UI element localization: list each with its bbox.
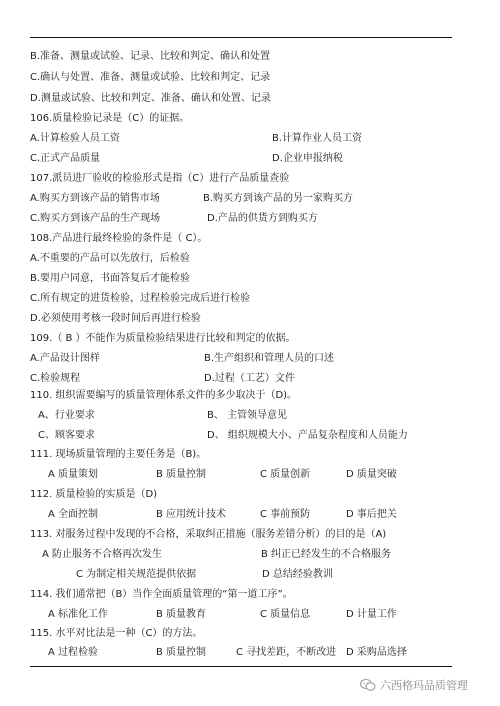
q111-option-b: B 质量控制 <box>156 469 207 480</box>
q105-option-d: D.测量或试验、比较和判定、准备、确认和处置、记录 <box>30 93 271 104</box>
q108-option-d: D.必须使用考核一段时间后再进行检验 <box>30 313 201 324</box>
q114-option-c: C 质量信息 <box>260 609 311 620</box>
q113-option-c: C 为制定相关规范提供依据 <box>76 569 197 580</box>
q112-option-b: B 应用统计技术 <box>156 509 227 520</box>
q115-option-d: D 采购品选择 <box>346 647 407 658</box>
top-rule <box>30 37 452 38</box>
q111-option-a: A 质量策划 <box>48 469 99 480</box>
q107-option-b: B.购买方到该产品的另一家购买方 <box>203 193 354 204</box>
q113-option-b: B 纠正已经发生的不合格服务 <box>261 549 392 560</box>
q113-option-a: A 防止服务不合格再次发生 <box>42 549 163 560</box>
q112-question: 112. 质量检验的实质是（D) <box>30 489 158 500</box>
q114-option-d: D 计量工作 <box>346 609 397 620</box>
q114-question: 114. 我们通常把（B）当作全面质量管理的“第一道工序”。 <box>30 589 293 600</box>
q106-option-b: B.计算作业人员工资 <box>272 133 363 144</box>
q110-option-c: C、顾客要求 <box>38 430 95 441</box>
q106-option-a: A.计算检验人员工资 <box>30 133 120 144</box>
watermark-text: 六西格玛品质管理 <box>380 679 468 692</box>
q112-option-d: D 事后把关 <box>346 509 397 520</box>
q108-option-b: B.要用户同意，书面答复后才能检验 <box>30 273 191 284</box>
q106-option-d: D.企业申报纳税 <box>272 153 343 164</box>
q113-option-d: D 总结经验教训 <box>262 569 333 580</box>
q108-option-c: C.所有规定的进货检验，过程检验完成后进行检验 <box>30 293 251 304</box>
q108-question: 108.产品进行最终检验的条件是（ C）。 <box>30 233 208 244</box>
q111-question: 111. 现场质量管理的主要任务是（B)。 <box>30 449 207 460</box>
q110-option-d: D、 组织规模大小、产品复杂程度和人员能力 <box>207 430 408 441</box>
q109-option-d: D.过程（工艺）文件 <box>204 373 295 384</box>
q113-question: 113. 对服务过程中发现的不合格，采取纠正措施（服务差错分析）的目的是（A) <box>30 529 387 540</box>
q107-option-c: C.购买方到该产品的生产现场 <box>30 213 161 224</box>
q114-option-b: B 质量教育 <box>156 609 207 620</box>
q110-question: 110. 组织需要编写的质量管理体系文件的多少取决于（D)。 <box>30 390 298 401</box>
bottom-rule <box>30 666 452 667</box>
q107-question: 107.派员进厂验收的检验形式是指（C）进行产品质量查验 <box>30 173 290 184</box>
q115-option-a: A 过程检验 <box>48 647 99 658</box>
q112-option-c: C 事前预防 <box>260 509 311 520</box>
q109-option-a: A.产品设计图样 <box>30 353 100 364</box>
q106-option-c: C.正式产品质量 <box>30 153 101 164</box>
q105-option-c: C.确认与处置、准备、测量或试验、比较和判定、记录 <box>30 72 271 83</box>
wechat-icon <box>360 678 376 692</box>
q109-option-c: C.检验规程 <box>30 373 81 384</box>
q111-option-c: C 质量创新 <box>260 469 311 480</box>
q109-question: 109.（ B ）不能作为质量检验结果进行比较和判定的依据。 <box>30 333 296 344</box>
q115-option-b: B 质量控制 <box>156 647 207 658</box>
q114-option-a: A 标准化工作 <box>48 609 109 620</box>
q110-option-b: B、 主管领导意见 <box>207 410 288 421</box>
watermark <box>360 677 468 693</box>
q109-option-b: B.生产组织和管理人员的口述 <box>204 353 335 364</box>
q110-option-a: A、行业要求 <box>38 410 95 421</box>
q105-option-b: B.准备、测量或试验、记录、比较和判定、确认和处置 <box>30 51 271 62</box>
q112-option-a: A 全面控制 <box>48 509 99 520</box>
q111-option-d: D 质量突破 <box>346 469 397 480</box>
q108-option-a: A.不重要的产品可以先放行，后检验 <box>30 253 190 264</box>
q115-question: 115. 水平对比法是一种（C）的方法。 <box>30 628 203 639</box>
q106-question: 106.质量检验记录是（C）的证据。 <box>30 113 190 124</box>
q115-option-c: C 寻找差距，不断改进 <box>236 647 337 658</box>
q107-option-a: A.购买方到该产品的销售市场 <box>30 193 160 204</box>
q107-option-d: D.产品的供货方到购买方 <box>207 213 318 224</box>
